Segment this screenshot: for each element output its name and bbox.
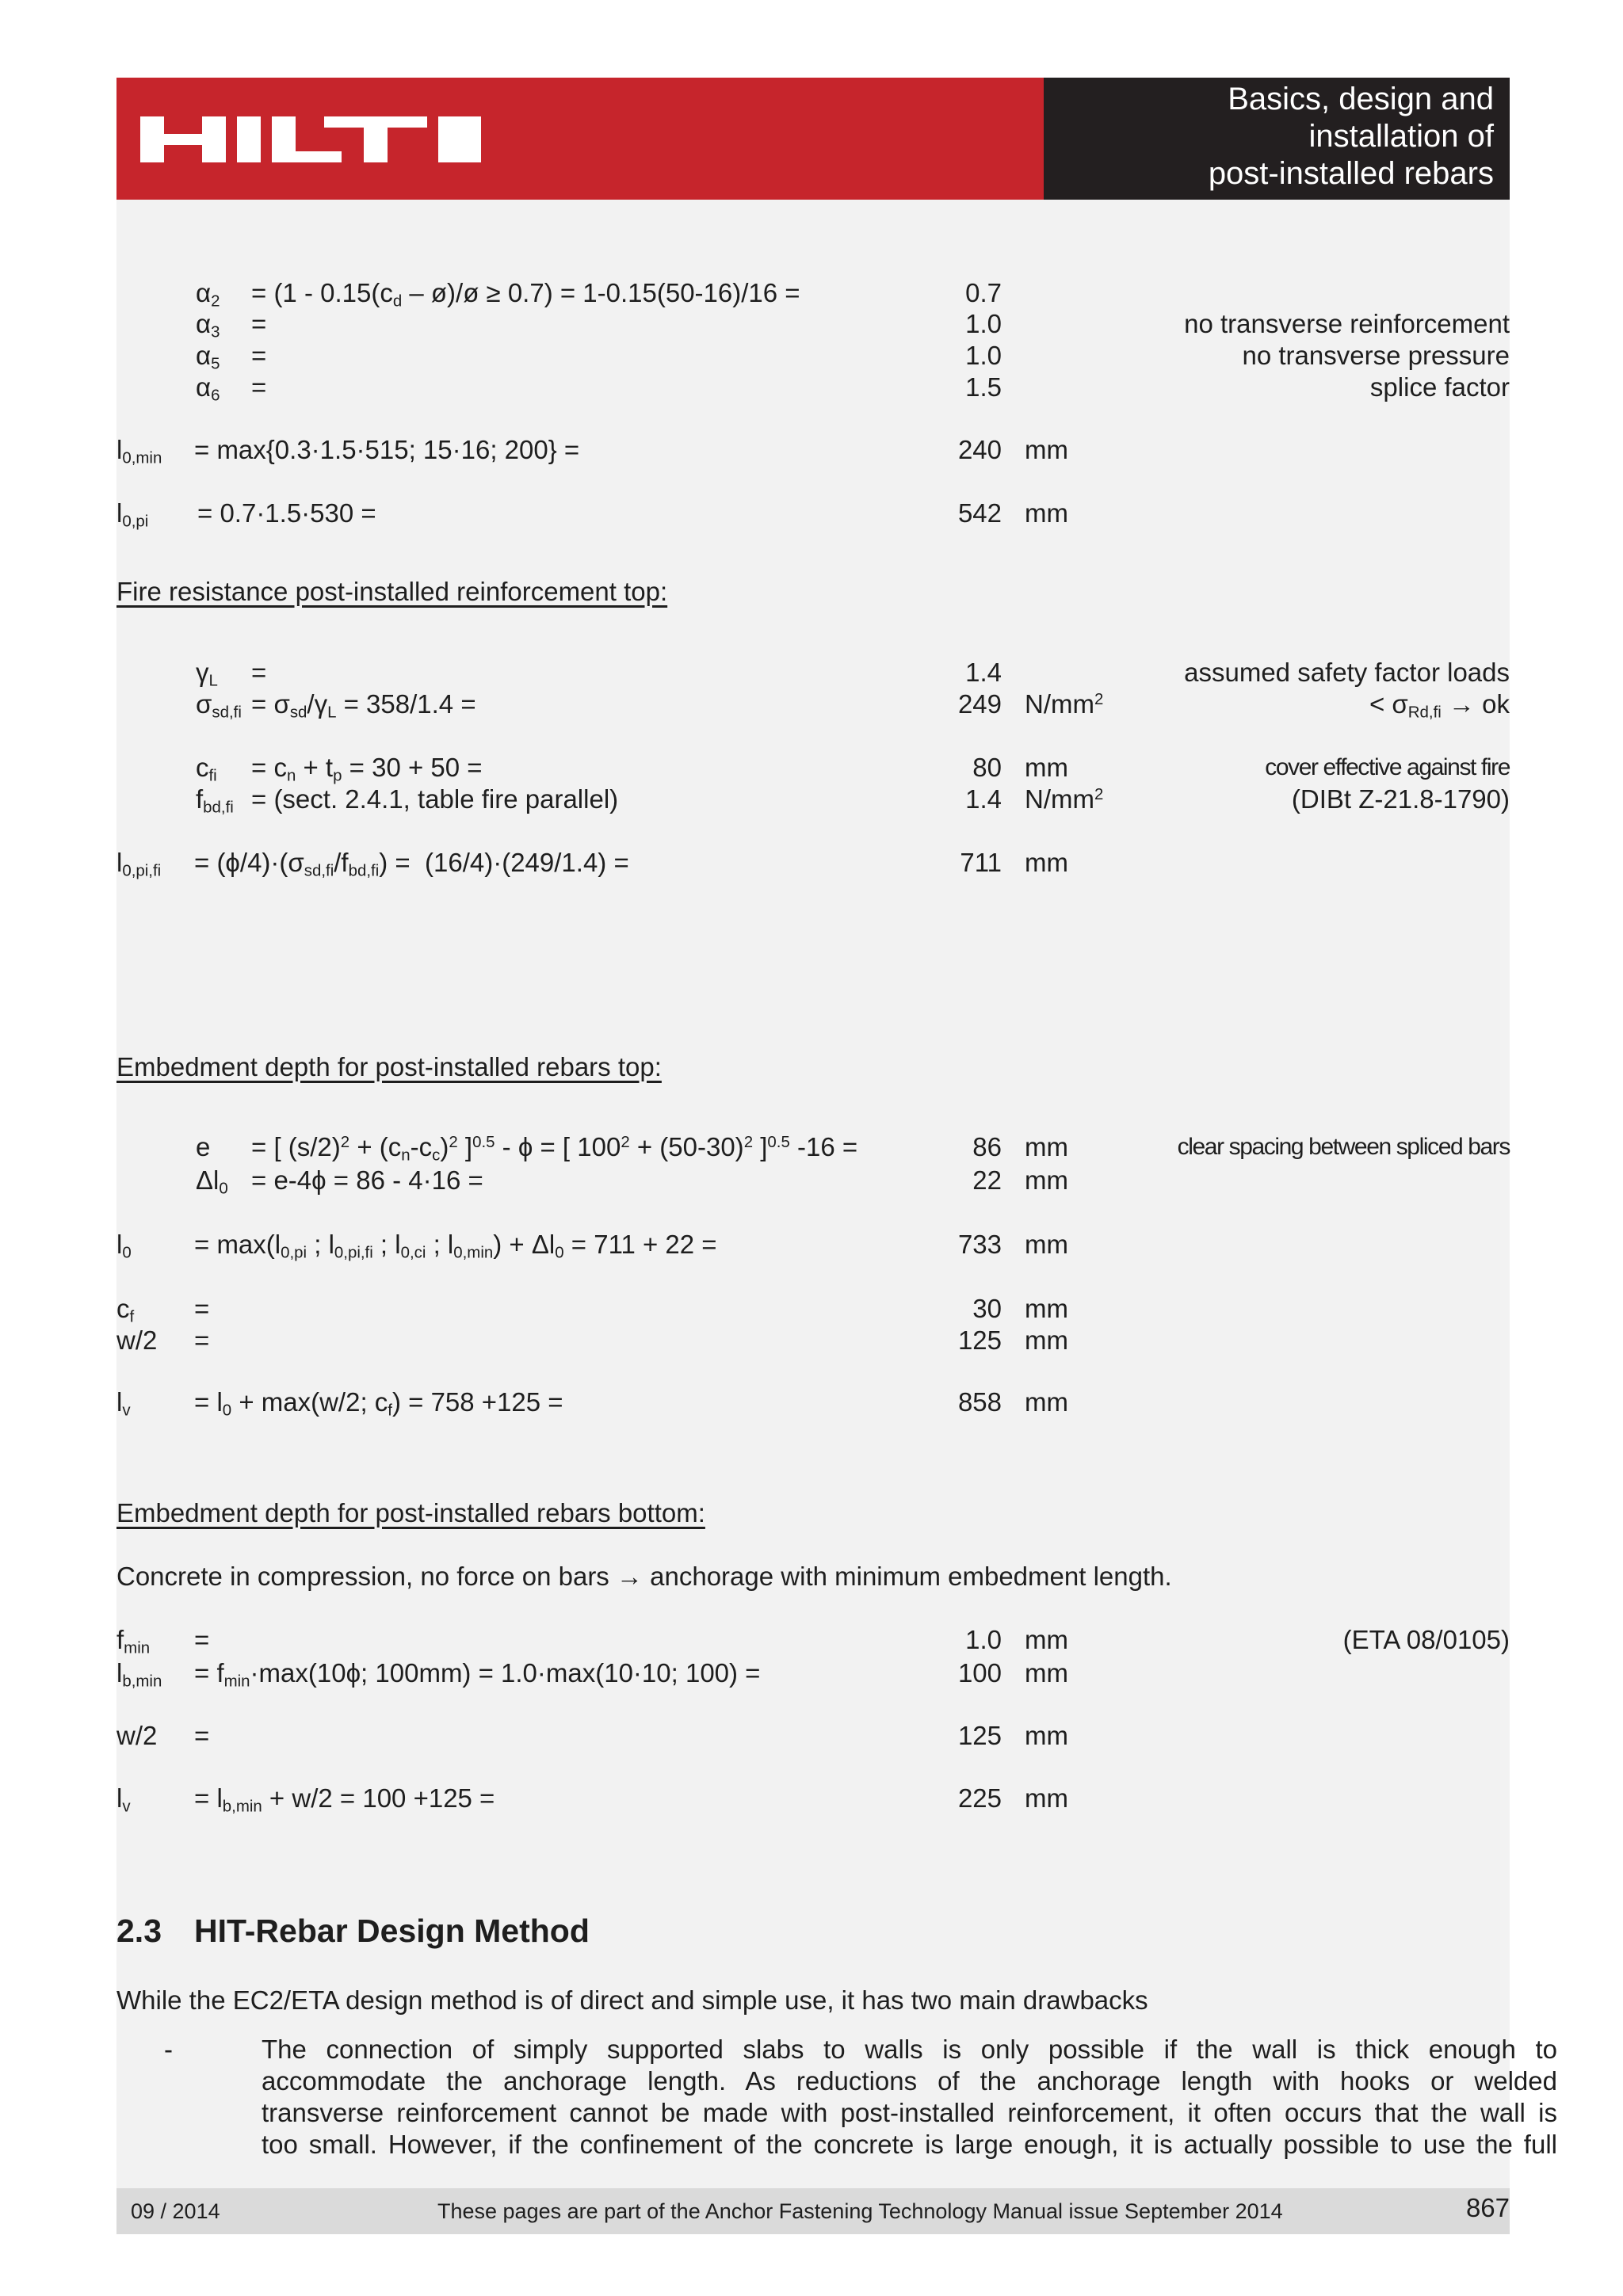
bullet-line: The connection of simply supported slabs to walls is only possible if the wall is thick enough to [262,2035,1557,2064]
calc-expression: = $\sigma_{sd}/\gamma_L = 358/1.4$ = [251,689,476,722]
bottom-row [116,1657,1510,1689]
calc-note: < $\sigma_{Rd,fi}$ → ok [1369,689,1510,722]
calc-value: 125 [957,1721,1002,1750]
calc-value: 1.0 [965,341,1002,370]
calc-unit: mm [1025,1658,1068,1688]
fire-row [116,657,1510,688]
alpha-row [116,372,1510,403]
embedment-row [116,1165,1510,1196]
calc-unit: mm [1025,1230,1068,1259]
calc-expression: = (sect. 2.4.1, table fire parallel) [251,784,619,814]
calc-note: no transverse reinforcement [1184,309,1510,338]
calc-value: 542 [957,498,1002,528]
fire-row [116,688,1510,720]
bottom-row [116,1624,1510,1656]
calc-symbol: $c_{fi}$ [196,753,217,785]
calc-unit: $N/mm^2$ [1025,689,1104,719]
calc-symbol: $\Delta l_0$ [196,1165,228,1198]
calc-symbol: $l_{0,min}$ [116,435,162,467]
calc-value: 249 [957,689,1002,719]
calc-expression: = $c_n + t_p = 30 + 50$ = [251,753,483,785]
calc-symbol: $l_{0,pi,fi}$ [116,848,162,880]
embedment-row [116,1131,1510,1163]
calc-symbol: $f_{min}$ [116,1625,151,1657]
calc-unit: mm [1025,1625,1068,1654]
calc-unit: mm [1025,435,1068,464]
calc-symbol: $\alpha_6$ [196,372,220,405]
l0-min-row [116,434,1510,466]
calc-value: 1.5 [965,372,1002,402]
bullet-line: too small. However, if the confinement of the concrete is large enough, it is actually possible to use the full [262,2130,1557,2159]
calc-symbol: $l_v$ [116,1783,131,1816]
calc-expression: = [194,1325,210,1355]
header-title-line: post-installed rebars [1208,156,1494,191]
bullet-line: accommodate the anchorage length. As reductions of the anchorage length with hooks or welded [262,2066,1557,2096]
l0-pi-row [116,498,1510,529]
calc-expression: = max{0.3·1.5·515; 15·16; 200} = [194,435,580,464]
section-number: 2.3 [116,1913,162,1949]
calc-value: 100 [957,1658,1002,1688]
calc-note: no transverse pressure [1242,341,1510,370]
header-title-line: installation of [1308,119,1494,154]
calc-unit: mm [1025,1325,1068,1355]
calc-unit: mm [1025,848,1068,877]
calc-unit: mm [1025,1132,1068,1161]
calc-expression: = 0.7·1.5·530 = [197,498,376,528]
lv-top-row [116,1386,1510,1418]
lv-bottom-row [116,1783,1510,1814]
calc-value: 80 [972,753,1002,782]
footer-note: These pages are part of the Anchor Fastening Technology Manual issue September 2014 [437,2199,1283,2223]
cover-row [116,1293,1510,1325]
calc-value: 0.7 [965,278,1002,307]
calc-expression: = $(\phi/4)\cdot(\sigma_{sd,fi}/f_{bd,fi}) = (16/4)\cdot(249/1.4)$ = [194,848,629,880]
bullet-line: transverse reinforcement cannot be made with post-installed reinforcement, it often occurs that the wall is [262,2098,1557,2127]
calc-unit: mm [1025,1387,1068,1417]
w2-bottom-row [116,1720,1510,1752]
fire-row [116,784,1510,815]
calc-symbol: w/2 [116,1721,158,1750]
calc-unit: mm [1025,753,1068,782]
calc-expression: = $f_{min}\cdot\max(10\phi$; 100mm) = 1.0·max(10·10; 100) = [194,1658,761,1691]
calc-expression: = [194,1294,210,1323]
calc-expression: = [ $(s/2)^2 + (c_n-c_c)^2$ ]$^{0.5}$ - ϕ = [ $100^2 + (50-30)^2$ ]$^{0.5}$ -16 = [251,1132,858,1165]
embedment-bottom-heading: Embedment depth for post-installed rebars bottom: [116,1498,705,1527]
calculation-content [116,200,1557,2188]
cover-row [116,1325,1510,1356]
calc-value: 711 [960,848,1002,877]
calc-value: 86 [972,1132,1002,1161]
calc-symbol: $c_f$ [116,1294,135,1326]
calc-symbol: $\gamma_L$ [196,658,218,690]
footer-date: 09 / 2014 [131,2199,220,2223]
calc-value: 858 [957,1387,1002,1417]
calc-symbol: $l_{b,min}$ [116,1658,162,1691]
calc-value: 240 [957,435,1002,464]
header-title-bar [1044,78,1510,200]
calc-note: (DIBt Z-21.8-1790) [1291,784,1510,814]
calc-expression: = [251,658,267,687]
bottom-description: Concrete in compression, no force on bars → anchorage with minimum embedment length. [116,1562,1172,1591]
calc-note: (ETA 08/0105) [1342,1625,1510,1654]
calc-note: cover effective against fire [1265,754,1510,780]
calc-symbol: $\alpha_3$ [196,309,220,341]
calc-expression: = $\max(l_{0,pi}$ ; $l_{0,pi,fi}$ ; $l_{0,ci}$ ; $l_{0,min}) + \Delta l_0 = 711 + 22$ = [194,1230,717,1262]
calc-unit: $N/mm^2$ [1025,784,1104,814]
calc-symbol: w/2 [116,1325,158,1355]
calc-unit: mm [1025,1721,1068,1750]
calc-value: 1.4 [965,784,1002,814]
calc-value: 225 [957,1783,1002,1813]
calc-unit: mm [1025,1294,1068,1323]
calc-value: 1.0 [965,309,1002,338]
calc-expression: = $l_0 + \max(w/2$; $c_f) = 758 +125$ = [194,1387,563,1420]
calc-expression: = [251,309,267,338]
alpha-row [116,308,1510,340]
calc-note: assumed safety factor loads [1184,658,1510,687]
calc-value: 1.4 [965,658,1002,687]
calc-value: 733 [957,1230,1002,1259]
calc-symbol: $l_0$ [116,1230,132,1262]
alpha-row [116,277,1510,309]
alpha-row [116,340,1510,372]
header-brand-bar [116,78,1044,200]
embedment-top-heading: Embedment depth for post-installed rebars top: [116,1052,662,1081]
fire-resistance-heading: Fire resistance post-installed reinforcement top: [116,577,668,606]
bullet-dash: - [164,2035,173,2064]
calc-symbol: $l_{0,pi}$ [116,498,149,531]
calc-unit: mm [1025,498,1068,528]
header-title [1209,81,1494,193]
calc-expression: = [194,1625,210,1654]
calc-symbol: $\sigma_{sd,fi}$ [196,689,242,722]
calc-expression: = [251,372,267,402]
fire-row [116,752,1510,784]
calc-unit: mm [1025,1165,1068,1195]
calc-value: 125 [957,1325,1002,1355]
calc-expression: = [194,1721,210,1750]
calc-symbol: $l_v$ [116,1387,131,1420]
calc-expression: = e-4ϕ = 86 - 4·16 = [251,1165,483,1195]
intro-paragraph: While the EC2/ETA design method is of direct and simple use, it has two main drawbacks [116,1985,1148,2015]
calc-symbol: $f_{bd,fi}$ [196,784,234,817]
calc-expression: = [251,341,267,370]
calc-expression: = ($1 - 0.15(c_d$ – ø)/ø ≥ 0.7) = 1-0.15(50-16)/16 = [251,278,800,311]
calc-note: clear spacing between spliced bars [1177,1134,1510,1160]
calc-symbol: e [196,1132,211,1161]
page-footer [116,2188,1510,2234]
calc-value: 30 [972,1294,1002,1323]
section-title-text: HIT-Rebar Design Method [194,1913,590,1949]
page-number: 867 [1465,2193,1510,2222]
calc-value: 22 [972,1165,1002,1195]
calc-symbol: $\alpha_2$ [196,278,220,311]
calc-expression: = $l_{b,min} + w/2 = 100 +125$ = [194,1783,495,1816]
l0-pi-fi-row [116,847,1510,879]
header-title-line: Basics, design and [1228,82,1494,116]
l0-row [116,1229,1510,1261]
calc-note: splice factor [1369,372,1510,402]
calc-unit: mm [1025,1783,1068,1813]
page-header [116,78,1510,200]
calc-value: 1.0 [965,1625,1002,1654]
calc-symbol: $\alpha_5$ [196,341,220,373]
